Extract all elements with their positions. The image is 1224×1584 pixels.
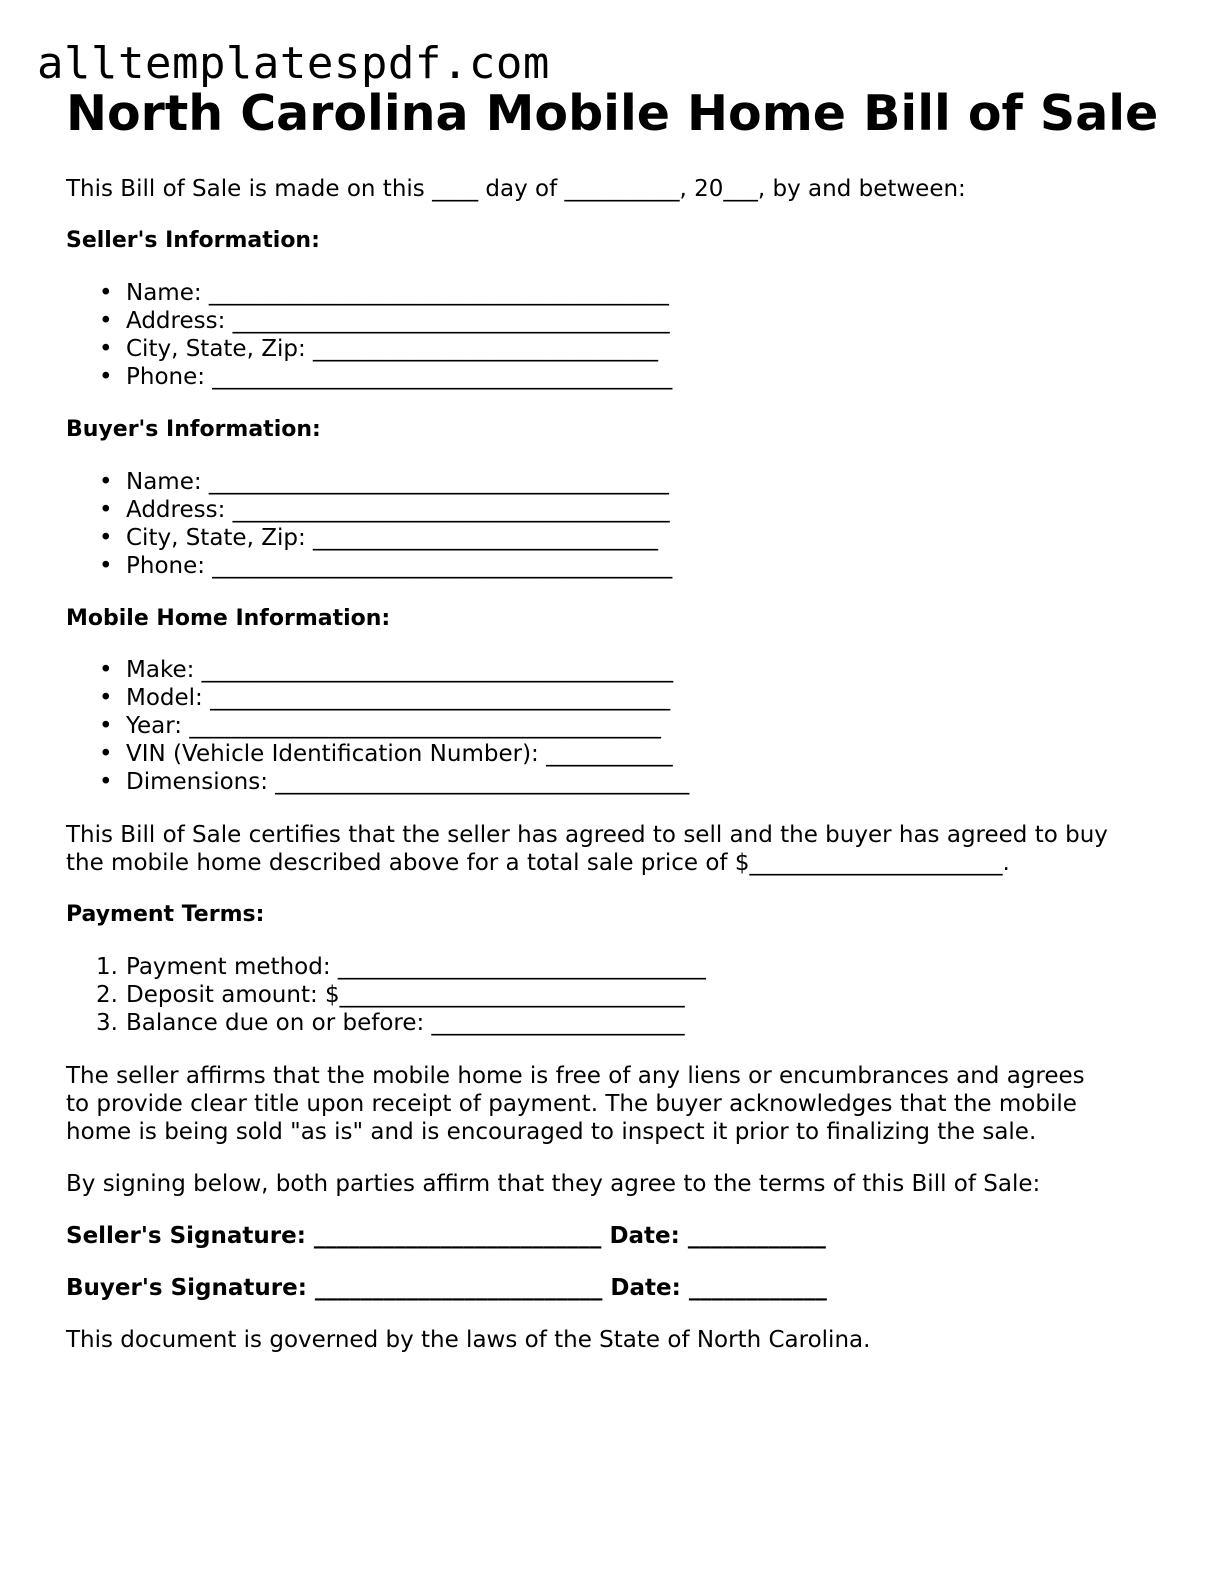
list-bullet: • [99, 364, 113, 390]
list-number: 3. [96, 1010, 118, 1036]
list-bullet: • [99, 553, 113, 579]
signing-intro: By signing below, both parties affirm that they agree to the terms of this Bill of Sale: [66, 1171, 1041, 1197]
buyer-name-field: Name: ________________________________________ [126, 469, 669, 495]
dimensions-field: Dimensions: ____________________________________ [126, 769, 690, 795]
seller-phone-field: Phone: ________________________________________ [126, 364, 673, 390]
list-number: 2. [96, 982, 118, 1008]
list-bullet: • [99, 469, 113, 495]
payment-method-field: Payment method: ________________________________ [126, 954, 706, 980]
list-bullet: • [99, 525, 113, 551]
deposit-amount-field: Deposit amount: $______________________________ [126, 982, 685, 1008]
certification-line: the mobile home described above for a total sale price of $______________________. [66, 850, 1010, 876]
buyer-phone-field: Phone: ________________________________________ [126, 553, 673, 579]
model-field: Model: ________________________________________ [126, 685, 671, 711]
affirmation-line: The seller affirms that the mobile home is free of any liens or encumbrances and agrees [66, 1063, 1085, 1089]
list-bullet: • [99, 769, 113, 795]
list-bullet: • [99, 497, 113, 523]
certification-line: This Bill of Sale certifies that the seller has agreed to sell and the buyer has agreed to buy [66, 822, 1108, 848]
list-bullet: • [99, 657, 113, 683]
list-bullet: • [99, 280, 113, 306]
vin-field: VIN (Vehicle Identification Number): ___________ [126, 741, 673, 767]
affirmation-line: home is being sold "as is" and is encouraged to inspect it prior to finalizing the sale. [66, 1119, 1037, 1145]
balance-due-field: Balance due on or before: ______________________ [126, 1010, 685, 1036]
buyer-heading: Buyer's Information: [66, 417, 321, 442]
list-number: 1. [96, 954, 118, 980]
affirmation-line: to provide clear title upon receipt of payment. The buyer acknowledges that the mobile [66, 1091, 1077, 1117]
document-title: North Carolina Mobile Home Bill of Sale [66, 85, 1159, 142]
make-field: Make: _________________________________________ [126, 657, 674, 683]
seller-address-field: Address: ______________________________________ [126, 308, 670, 334]
list-bullet: • [99, 713, 113, 739]
list-bullet: • [99, 685, 113, 711]
site-watermark: alltemplatespdf.com [37, 38, 550, 89]
intro-sentence: This Bill of Sale is made on this ____ day of __________, 20___, by and between: [66, 176, 966, 202]
list-bullet: • [99, 741, 113, 767]
governing-law-statement: This document is governed by the laws of the State of North Carolina. [66, 1327, 871, 1353]
list-bullet: • [99, 308, 113, 334]
buyer-signature-line: Buyer's Signature: _________________________ Date: ____________ [66, 1275, 827, 1301]
mobile-home-heading: Mobile Home Information: [66, 606, 391, 631]
seller-city-state-zip-field: City, State, Zip: ______________________________ [126, 336, 659, 362]
seller-heading: Seller's Information: [66, 228, 320, 253]
payment-terms-heading: Payment Terms: [66, 902, 265, 927]
buyer-address-field: Address: ______________________________________ [126, 497, 670, 523]
seller-name-field: Name: ________________________________________ [126, 280, 669, 306]
year-field: Year: _________________________________________ [126, 713, 661, 739]
list-bullet: • [99, 336, 113, 362]
seller-signature-line: Seller's Signature: _________________________ Date: ____________ [66, 1223, 826, 1249]
buyer-city-state-zip-field: City, State, Zip: ______________________________ [126, 525, 659, 551]
